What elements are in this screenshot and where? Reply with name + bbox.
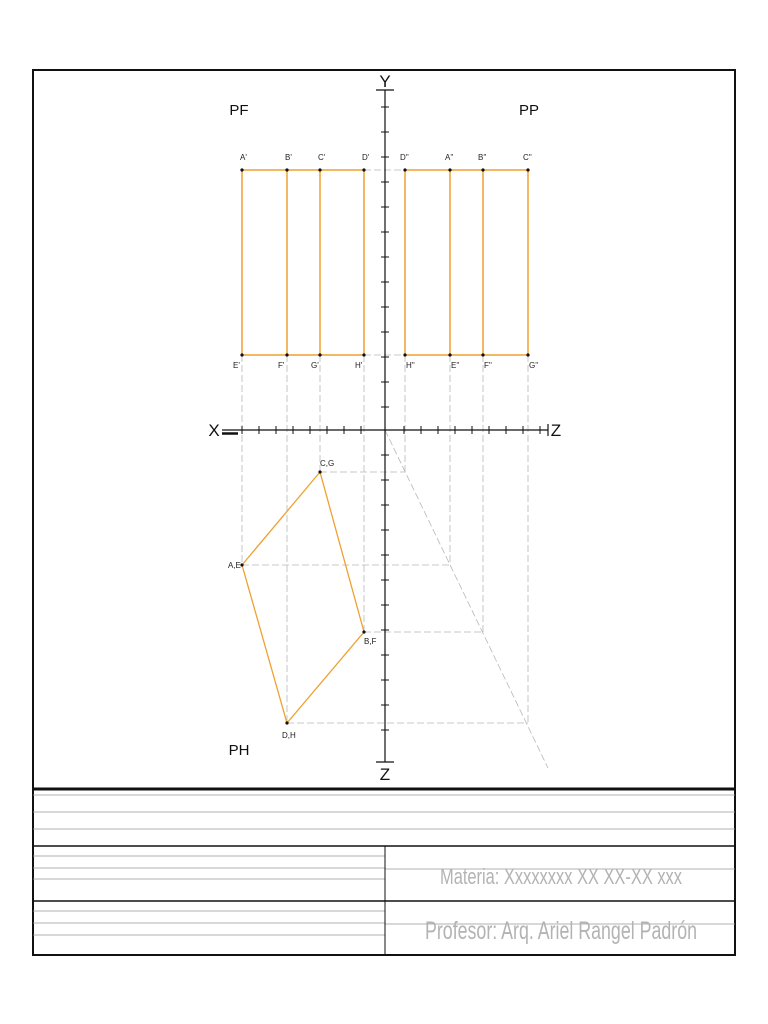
point-label: B': [285, 153, 292, 162]
point-label: A,E: [228, 561, 241, 570]
projection-lines: [242, 170, 548, 768]
point-label: C,G: [320, 459, 335, 468]
plane-label-pp: PP: [518, 102, 540, 119]
profile-view: [405, 170, 528, 355]
axis-label-y: Y: [379, 72, 391, 91]
axes: [222, 90, 548, 762]
plane-label-pf: PF: [229, 102, 249, 119]
point-label: F': [278, 361, 285, 370]
point-label: G': [311, 361, 319, 370]
sheet-frame: [33, 70, 735, 955]
axis-label-z-bottom: Z: [379, 765, 391, 784]
subject-text: Materia: Xxxxxxxx XX XX-XX xxx: [440, 864, 682, 889]
point-label: C'': [523, 153, 532, 162]
point-label: D'': [400, 153, 409, 162]
point-label: B,F: [364, 637, 377, 646]
plan-view: [242, 472, 364, 723]
plane-label-ph: PH: [228, 742, 250, 759]
point-label: F'': [484, 361, 492, 370]
point-label: B'': [478, 153, 487, 162]
professor-text: Profesor: Arq. Ariel Rangel Padrón: [425, 917, 697, 945]
point-label: A'': [445, 153, 454, 162]
point-label: A': [240, 153, 247, 162]
axis-label-x: X: [208, 421, 220, 440]
point-label: D,H: [282, 731, 296, 740]
point-label: H'': [406, 361, 415, 370]
point-label: E'': [451, 361, 460, 370]
point-label: H': [355, 361, 363, 370]
point-label: D': [362, 153, 370, 162]
point-label: G'': [529, 361, 539, 370]
front-view: [242, 170, 364, 355]
point-label: E': [233, 361, 240, 370]
axis-label-z-right: Z: [550, 421, 562, 440]
point-label: C': [318, 153, 326, 162]
title-block: [33, 789, 735, 955]
